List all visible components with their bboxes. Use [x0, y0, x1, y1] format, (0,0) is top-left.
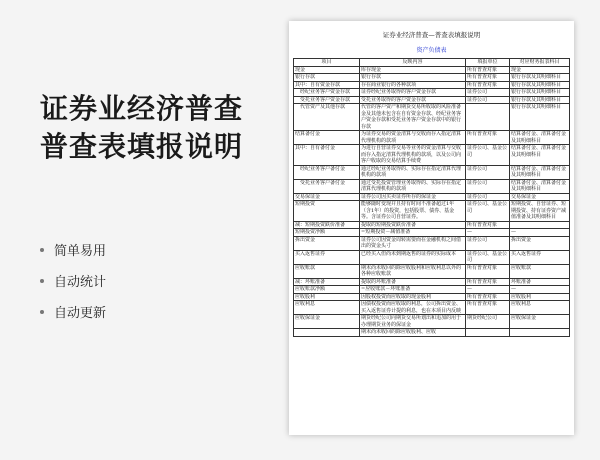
table-cell-account: 结算备付金、清算备付金及其明细科目: [510, 131, 570, 145]
table-cell-unit: [466, 329, 510, 337]
table-cell-item: 应收股利: [294, 293, 360, 301]
table-cell-item: 应收保证金: [294, 315, 360, 329]
table-cell-content: 通过经纪业务取得的、实际存在指定清算代理机构的款项: [360, 165, 466, 179]
table-cell-item: 经纪业务客户资金存款: [294, 89, 360, 97]
table-cell-item: 受托业务客户备付金: [294, 179, 360, 193]
table-cell-item: 应收账款净额: [294, 286, 360, 294]
table-cell-content: 库存现金: [360, 66, 466, 74]
table-cell-unit: 证券公司: [466, 89, 510, 97]
heading: [40, 90, 280, 166]
table-cell-item: 应收利息: [294, 301, 360, 315]
table-cell-unit: 所有普查对象: [466, 66, 510, 74]
table-cell-account: 银行存款及其明细科目: [510, 74, 570, 82]
table-cell-account: 应收股利: [510, 293, 570, 301]
table-row: [294, 301, 570, 315]
table-cell-account: 结算备付金、清算备付金及其明细科目: [510, 145, 570, 166]
table-cell-account: —: [510, 229, 570, 237]
table-cell-unit: 所有普查对象: [466, 81, 510, 89]
table-cell-unit: 证券公司、基金公司: [466, 201, 510, 222]
table-cell-unit: 证券公司、基金公司: [466, 250, 510, 264]
heading-line-2: 普查表填报说明: [40, 130, 244, 163]
table-cell-content: 期末尚未收回的除应收股利、应收: [360, 329, 466, 337]
table-cell-content: 提取的短期投资跌价准备: [360, 221, 466, 229]
table-cell-content: =应收账款－坏账准备: [360, 286, 466, 294]
table-cell-unit: 期货经纪公司: [466, 315, 510, 329]
table-cell-account: 拆出资金: [510, 236, 570, 250]
table-row: [294, 236, 570, 250]
feature-item: [40, 234, 106, 265]
table-cell-content: 证券公司因资金周转需要而在金融机构之间借出的资金头寸: [360, 236, 466, 250]
table-row: [294, 329, 570, 337]
table-cell-content: 已经买入但尚未到期返售的证券的实际成本: [360, 250, 466, 264]
feature-label: 简单易用: [54, 244, 107, 259]
table-cell-content: 因股权投资而应收取的现金股利: [360, 293, 466, 301]
table-cell-content: 为进行自营证券交易等业务的资金清算与交收而存入指定清算代理机构的款项，以及公司向客户收取的交易结算手续费: [360, 145, 466, 166]
table-cell-unit: 所有普查对象: [466, 131, 510, 145]
column-header: 填报单位: [466, 59, 510, 67]
table-row: [294, 293, 570, 301]
bullet-dot-icon: [40, 248, 44, 252]
table-cell-unit: —: [466, 229, 510, 237]
table-cell-item: 短期投资: [294, 201, 360, 222]
table-cell-content: 通过受托投资管理业务取得的、实际存在指定清算代理机构的款项: [360, 179, 466, 193]
table-row: [294, 66, 570, 74]
table-cell-unit: 证券公司、基金公司: [466, 145, 510, 166]
table-row: [294, 264, 570, 278]
table-cell-content: 存在商业银行的各种款项: [360, 81, 466, 89]
table-row: [294, 278, 570, 286]
table-row: [294, 286, 570, 294]
table-cell-item: 现金: [294, 66, 360, 74]
feature-item: [40, 265, 106, 296]
table-row: [294, 131, 570, 145]
table-cell-content: 提取的坏账准备: [360, 278, 466, 286]
column-header: 对应财务报表科目: [510, 59, 570, 67]
table-cell-account: 银行存款及其明细科目: [510, 96, 570, 104]
table-cell-content: 代管的客户资产和期货交易所收取的风险准备金及其他未包含在自有资金存款、经纪业务客户资金存款和受托业务客户资金存款中的银行存款: [360, 104, 466, 131]
column-header: 项目: [294, 59, 360, 67]
table-cell-item: 减：短期投资跌价准备: [294, 221, 360, 229]
table-cell-unit: —: [466, 286, 510, 294]
table-cell-item: 短期投资净额: [294, 229, 360, 237]
document-title: 证券业经济普查—普查表填报说明: [382, 31, 481, 39]
table-row: [294, 74, 570, 82]
table-cell-content: 证券公司因买卖证券所存的保证金: [360, 193, 466, 201]
table-cell-item: 代管资产及其他存款: [294, 104, 360, 131]
table-cell-account: [510, 329, 570, 337]
table-cell-account: 结算备付金、清算备付金及其明细科目: [510, 165, 570, 179]
table-cell-account: 银行存款及其明细科目: [510, 104, 570, 131]
table-row: [294, 315, 570, 329]
table-cell-account: 现金: [510, 66, 570, 74]
table-cell-account: 应收账款: [510, 264, 570, 278]
table-cell-item: 受托业务客户资金存款: [294, 96, 360, 104]
table-row: [294, 104, 570, 131]
table-cell-account: 应收保证金: [510, 315, 570, 329]
table-cell-unit: 证券公司: [466, 96, 510, 104]
document-preview: [289, 21, 574, 435]
table-row: [294, 201, 570, 222]
column-header: 反映内容: [360, 59, 466, 67]
table-cell-content: 为证券交易的资金清算与交收而存入指定清算代理机构的款项: [360, 131, 466, 145]
bullet-dot-icon: [40, 279, 44, 283]
table-cell-content: 期货经纪公司向期货交易所划出和追加的用于办理期货业务的保证金: [360, 315, 466, 329]
table-cell-unit: 所有普查对象: [466, 74, 510, 82]
table-cell-item: 拆出资金: [294, 236, 360, 250]
table-cell-account: 坏账准备: [510, 278, 570, 286]
table-cell-content: 能够随时变现并且持有时间不准备超过1年（含1年）的投资，包括股票、债券、基金等。含证券公司自营证券。: [360, 201, 466, 222]
table-cell-unit: 证券公司: [466, 193, 510, 201]
table-cell-content: 证券经纪业务取得的客户资金存款: [360, 89, 466, 97]
table-row: [294, 229, 570, 237]
table-header-row: [294, 59, 570, 67]
feature-label: 自动统计: [54, 275, 107, 290]
table-cell-unit: 所有普查对象: [466, 264, 510, 278]
table-row: [294, 250, 570, 264]
table-cell-item: 交易保证金: [294, 193, 360, 201]
table-cell-account: 短期投资、自营证券、短期投资、持有证券资产减值准备及其明细科目: [510, 201, 570, 222]
feature-label: 自动更新: [54, 306, 107, 321]
table-cell-item: 银行存款: [294, 74, 360, 82]
table-cell-unit: 所有普查对象: [466, 221, 510, 229]
table-cell-account: —: [510, 286, 570, 294]
table-cell-account: 应收利息: [510, 301, 570, 315]
table-cell-item: 减：坏账准备: [294, 278, 360, 286]
table-cell-account: 买入返售证券: [510, 250, 570, 264]
table-cell-item: 结算备付金: [294, 131, 360, 145]
table-cell-unit: [466, 104, 510, 131]
table-cell-item: 其中：自有备付金: [294, 145, 360, 166]
table-cell-unit: 所有普查对象: [466, 301, 510, 315]
table-cell-account: 银行存款及其明细科目: [510, 89, 570, 97]
table-cell-account: 银行存款及其明细科目: [510, 81, 570, 89]
table-cell-unit: 证券公司: [466, 165, 510, 179]
table-cell-item: 其中：自有资金存款: [294, 81, 360, 89]
heading-line-1: 证券业经济普查: [40, 92, 244, 125]
table-row: [294, 221, 570, 229]
table-row: [294, 165, 570, 179]
feature-list: [40, 234, 106, 327]
table-cell-item: 经纪业务客户备付金: [294, 165, 360, 179]
table-cell-content: 银行存款: [360, 74, 466, 82]
table-cell-content: =短期投资－减值准备: [360, 229, 466, 237]
table-row: [294, 193, 570, 201]
feature-item: [40, 296, 106, 327]
table-row: [294, 89, 570, 97]
table-row: [294, 179, 570, 193]
table-cell-content: 期末尚未收回的除应收股利和应收利息以外的各种应收账款: [360, 264, 466, 278]
table-cell-content: 因债权投资而应收取的利息，公司拆出资金、买入返售证券计提的利息，也在本项目内反映: [360, 301, 466, 315]
table-cell-item: [294, 329, 360, 337]
table-cell-unit: 证券公司: [466, 236, 510, 250]
table-body: [294, 66, 570, 336]
table-cell-unit: 所有普查对象: [466, 293, 510, 301]
document-subtitle: 资产负债表: [416, 47, 447, 54]
table-cell-account: 结算备付金、清算备付金及其明细科目: [510, 179, 570, 193]
table-cell-account: [510, 221, 570, 229]
table-cell-item: 应收账款: [294, 264, 360, 278]
document-table: [293, 58, 570, 337]
table-cell-item: 买入返售证券: [294, 250, 360, 264]
table-cell-content: 受托业务取得的客户资金存款: [360, 96, 466, 104]
table-row: [294, 96, 570, 104]
table-cell-unit: 所有普查对象: [466, 278, 510, 286]
table-cell-account: 交易保证金: [510, 193, 570, 201]
bullet-dot-icon: [40, 310, 44, 314]
table-row: [294, 81, 570, 89]
table-cell-unit: 证券公司: [466, 179, 510, 193]
table-row: [294, 145, 570, 166]
